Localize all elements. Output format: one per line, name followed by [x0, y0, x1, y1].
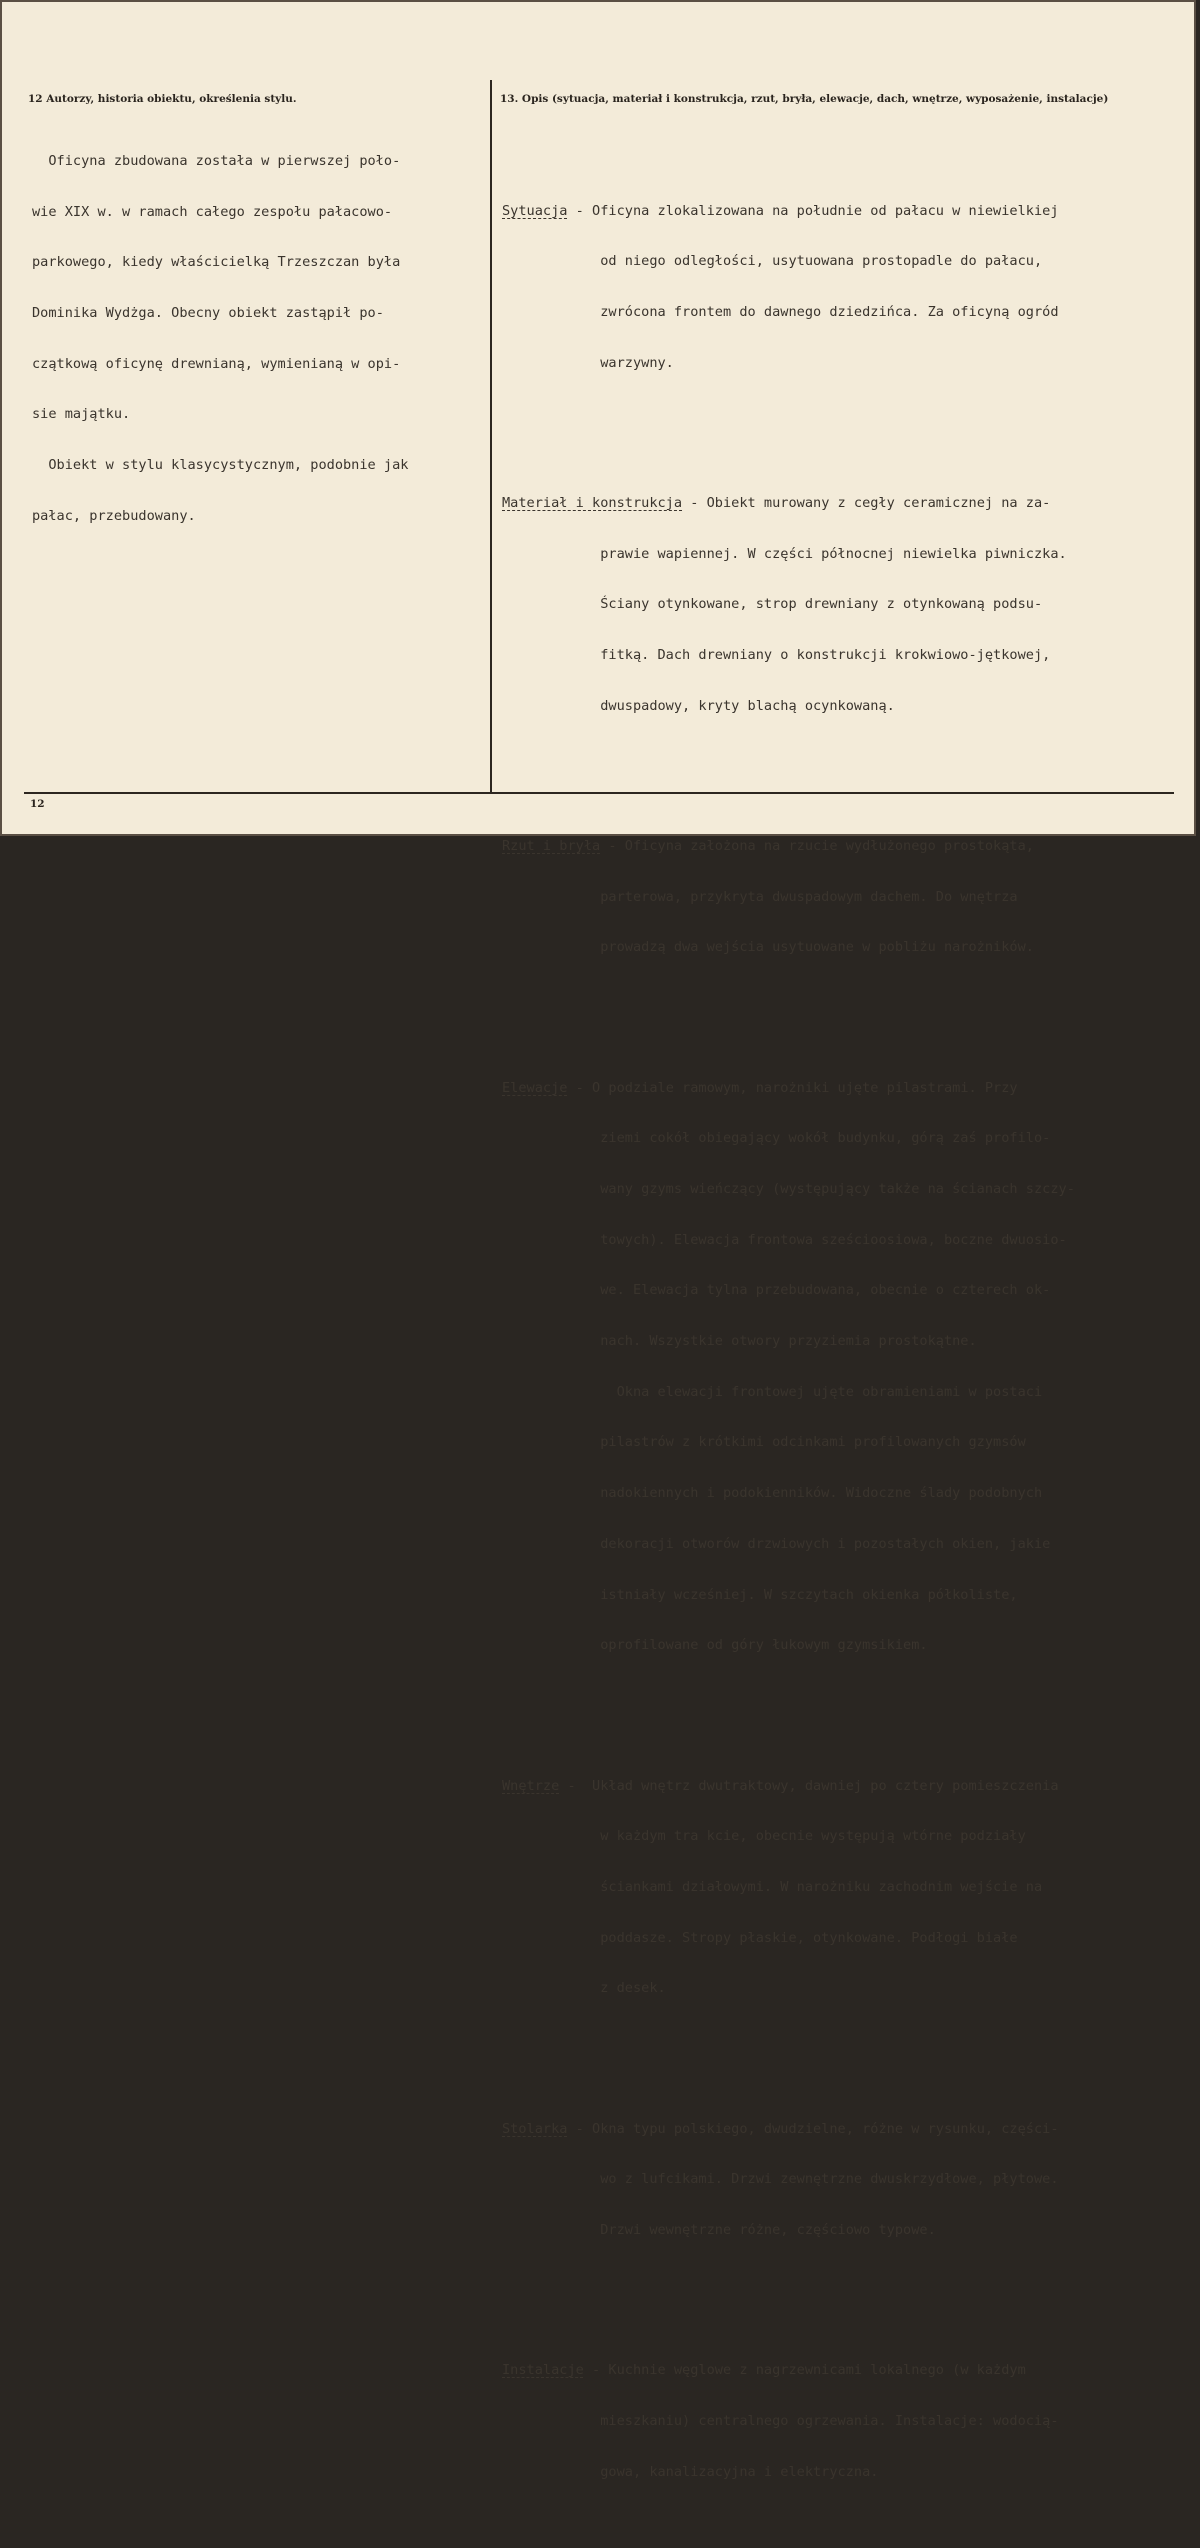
section-line: dwuspadowy, kryty blachą ocynkowaną.	[502, 697, 895, 714]
section-label: Wnętrze	[502, 1777, 560, 1794]
section-line: - Okna typu polskiego, dwudzielne, różne w rysunku, części-	[567, 2120, 1059, 2137]
history-line: sie majątku.	[32, 406, 131, 423]
section-line: pilastrów z krótkimi odcinkami profilowanych gzymsów	[502, 1434, 1026, 1451]
section-13-header: 13. Opis (sytuacja, materiał i konstrukcja, rzut, bryła, elewacje, dach, wnętrze, wyposażenie, instalacje)	[500, 93, 1109, 105]
section-line: - O podziale ramowym, narożniki ujęte pilastrami. Przy	[567, 1079, 1018, 1096]
section-label: Sytuacja	[502, 202, 568, 219]
section-line: poddasze. Stropy płaskie, otynkowane. Podłogi białe	[502, 1929, 1018, 1946]
section-line: - Układ wnętrz dwutraktowy, dawniej po cztery pomieszczenia	[559, 1777, 1059, 1794]
history-line: Oficyna zbudowana została w pierwszej poło-	[32, 152, 401, 169]
section-wnetrze	[502, 1744, 1075, 2031]
section-label: Instalacje	[502, 2362, 584, 2379]
section-label: Elewacje	[502, 1079, 568, 1096]
section-rzut	[502, 804, 1075, 990]
section-line: nadokiennych i podokienników. Widoczne ślady podobnych	[502, 1485, 1043, 1502]
section-line: parterowa, przykryta dwuspadowym dachem. Do wnętrza	[502, 888, 1018, 905]
section-line: - Oficyna zlokalizowana na południe od pałacu w niewielkiej	[567, 202, 1059, 219]
history-line: parkowego, kiedy właścicielką Trzeszczan była	[32, 254, 401, 271]
section-line: prawie wapiennej. W części północnej niewielka piwniczka.	[502, 545, 1067, 562]
section-line: mieszkaniu) centralnego ogrzewania. Instalacje: wodocią-	[502, 2412, 1059, 2429]
section-line: gowa, kanalizacyjna i elektryczna.	[502, 2463, 879, 2480]
section-line: z desek.	[502, 1980, 666, 1997]
section-label: Stolarka	[502, 2120, 568, 2137]
section-label: Rzut i bryła	[502, 837, 601, 854]
section-sytuacja	[502, 169, 1075, 406]
section-stolarka	[502, 2087, 1075, 2273]
history-line: Obiekt w stylu klasycystycznym, podobnie jak	[32, 457, 409, 474]
section-line: we. Elewacja tylna przebudowana, obecnie o czterech ok-	[502, 1282, 1051, 1299]
section-line: fitką. Dach drewniany o konstrukcji krokwiowo-jętkowej,	[502, 646, 1051, 663]
description-text	[502, 118, 1075, 2548]
section-line: dekoracji otworów drzwiowych i pozostałych okien, jakie	[502, 1535, 1051, 1552]
section-label: Materiał i konstrukcja	[502, 494, 683, 511]
history-text	[32, 119, 408, 558]
section-line: wo z lufcikami. Drzwi zewnętrzne dwuskrzydłowe, płytowe.	[502, 2171, 1059, 2188]
section-line: nach. Wszystkie otwory przyziemia prostokątne.	[502, 1333, 977, 1350]
history-line: wie XIX w. w ramach całego zespołu pałacowo-	[32, 203, 393, 220]
column-divider	[490, 80, 492, 792]
section-line: ziemi cokół obiegający wokół budynku, górą zaś profilo-	[502, 1130, 1051, 1147]
section-line: Ściany otynkowane, strop drewniany z otynkowaną podsu-	[502, 596, 1043, 613]
footer-number: 12	[30, 798, 45, 810]
section-line: wany gzyms wieńczący (występujący także na ścianach szczy-	[502, 1180, 1075, 1197]
section-line: prowadzą dwa wejścia usytuowane w pobliżu narożników.	[502, 939, 1034, 956]
history-line: pałac, przebudowany.	[32, 507, 196, 524]
section-instalacje	[502, 2328, 1075, 2514]
section-line: ściankami działowymi. W narożniku zachodnim wejście na	[502, 1878, 1043, 1895]
section-line: Okna elewacji frontowej ujęte obramieniami w postaci	[502, 1383, 1043, 1400]
section-line: Drzwi wewnętrzne różne, częściowo typowe.	[502, 2221, 936, 2238]
section-line: - Oficyna założona na rzucie wydłużonego prostokąta,	[600, 837, 1034, 854]
section-elewacje	[502, 1046, 1075, 1688]
section-material	[502, 461, 1075, 748]
section-line: - Obiekt murowany z cegły ceramicznej na za-	[682, 494, 1051, 511]
section-line: zwrócona frontem do dawnego dziedzińca. Za oficyną ogród	[502, 303, 1059, 320]
section-line: - Kuchnie węglowe z nagrzewnicami lokalnego (w każdym	[583, 2362, 1026, 2379]
section-line: oprofilowane od góry łukowym gzymsikiem.	[502, 1637, 928, 1654]
section-12-header: 12 Autorzy, historia obiektu, określenia stylu.	[28, 93, 297, 105]
history-line: czątkową oficynę drewnianą, wymienianą w opi-	[32, 355, 401, 372]
section-line: od niego odległości, usytuowana prostopadle do pałacu,	[502, 253, 1043, 270]
section-line: towych). Elewacja frontowa sześcioosiowa, boczne dwuosio-	[502, 1231, 1067, 1248]
section-line: warzywny.	[502, 354, 674, 371]
history-line: Dominika Wydżga. Obecny obiekt zastąpił po-	[32, 304, 384, 321]
section-line: w każdym tra kcie, obecnie występują wtórne podziały	[502, 1828, 1026, 1845]
section-line: istniały wcześniej. W szczytach okienka półkoliste,	[502, 1586, 1018, 1603]
